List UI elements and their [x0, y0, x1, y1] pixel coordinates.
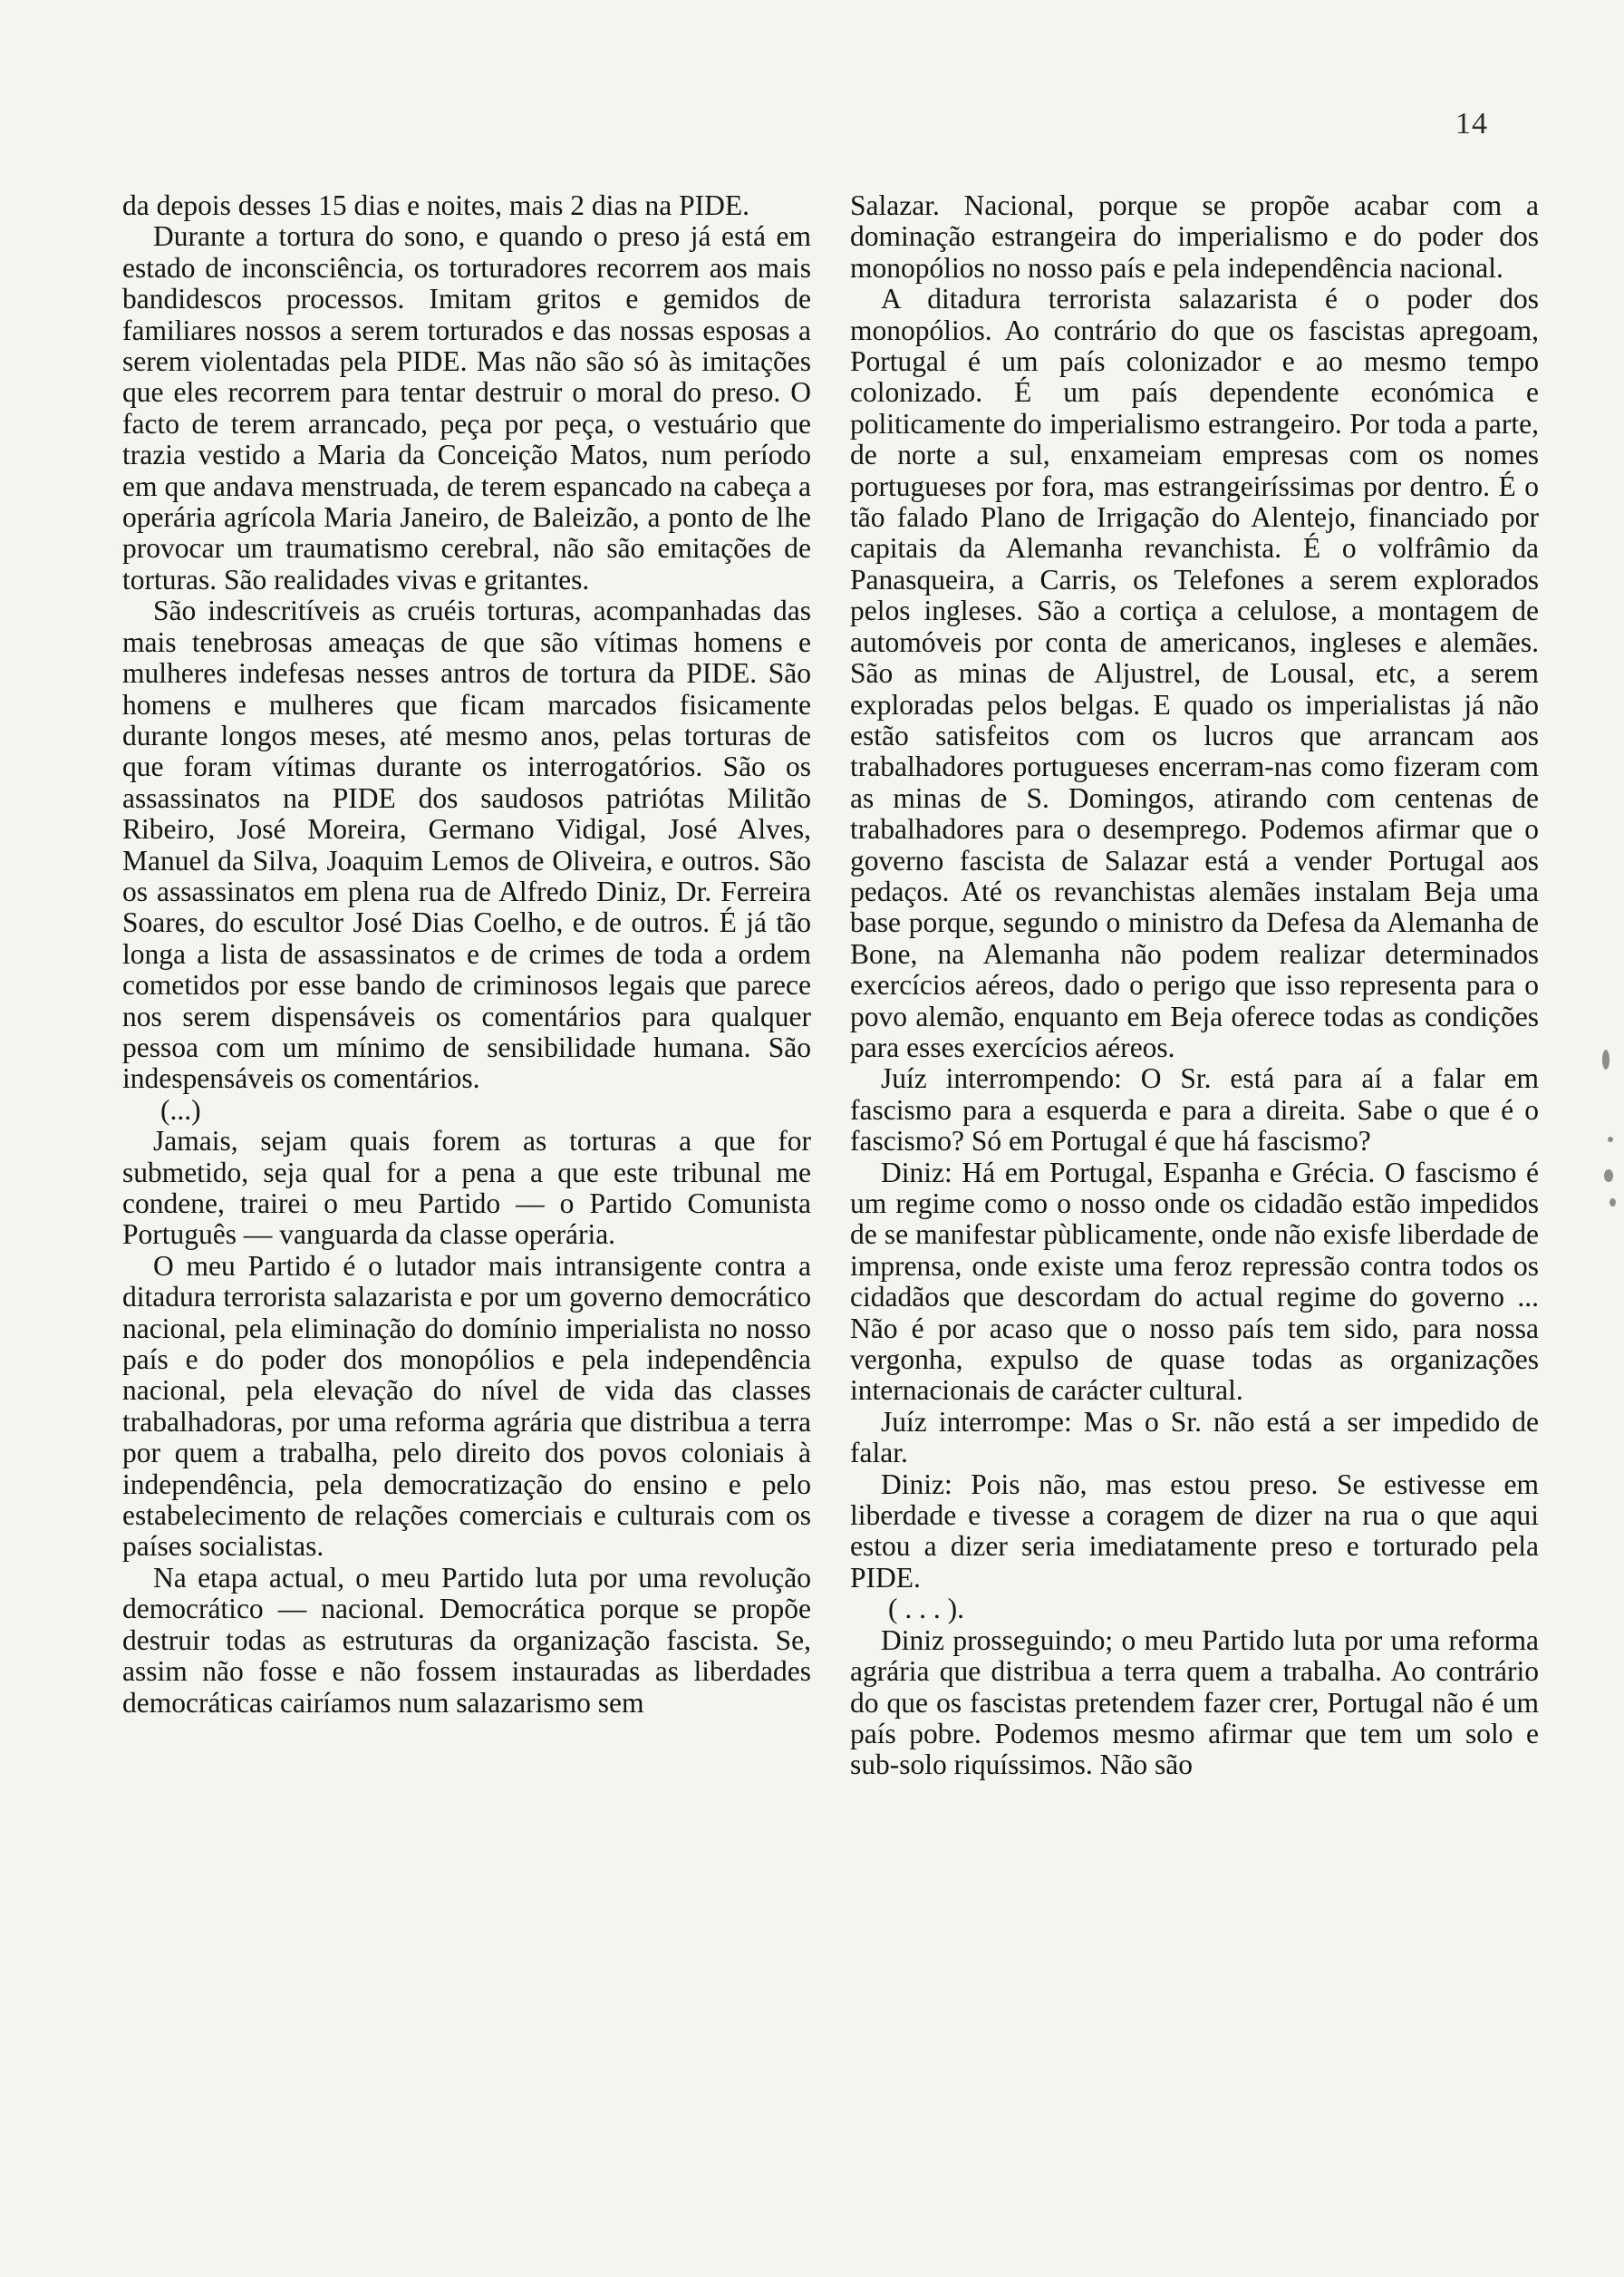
paragraph: Diniz: Há em Portugal, Espanha e Grécia. O fascismo é um regime como o nosso onde os cidadão estão impedidos de se manifestar pùblicamente, onde não exisfe liberdade de imprensa, onde existe uma feroz repressão contra todos os cidadãos que descordam do actual regime do governo ... Não é por acaso que o nosso país tem sido, para nossa vergonha, expulso de quase todas as organizações internacionais de carácter cultural.	[850, 1156, 1539, 1407]
paragraph: Juíz interrompendo: O Sr. está para aí a falar em fascismo para a esquerda e para a direita. Sabe o que é o fascismo? Só em Portugal é que há fascismo?	[850, 1062, 1539, 1158]
paragraph-ellipsis: (...)	[160, 1093, 201, 1126]
paragraph-ellipsis: ( . . . ).	[888, 1593, 964, 1625]
right-column	[850, 190, 1539, 1781]
paragraph: O meu Partido é o lutador mais intransigente contra a ditadura terrorista salazarista e por um governo democrático nacional, pela eliminação do domínio imperialista no nosso país e do poder dos monopólios e pela independência nacional, pela elevação do nível de vida das classes trabalhadoras, por uma reforma agrária que distribua a terra por quem a trabalha, pelo direito dos povos coloniais à independência, pela democratização do ensino e pelo estabelecimento de relações comerciais e culturais com os países socialistas.	[122, 1249, 811, 1563]
scan-speck	[1604, 1169, 1613, 1182]
paragraph: Juíz interrompe: Mas o Sr. não está a ser impedido de falar.	[850, 1405, 1539, 1469]
page-number: 14	[1455, 107, 1488, 140]
scan-speck	[1608, 1137, 1613, 1142]
scan-speck	[1602, 1050, 1610, 1070]
paragraph: da depois desses 15 dias e noites, mais 2 dias na PIDE.	[122, 189, 750, 221]
paragraph: Jamais, sejam quais forem as torturas a que for submetido, seja qual for a pena a que este tribunal me condene, trairei o meu Partido — o Partido Comunista Português — vanguarda da classe operária.	[122, 1125, 811, 1251]
paragraph: Durante a tortura do sono, e quando o preso já está em estado de inconsciência, os torturadores recorrem aos mais bandidescos processos. Imitam gritos e gemidos de familiares nossos a serem torturados e das nossas esposas a serem violentadas pela PIDE. Mas não são só às imitações que eles recorrem para tentar destruir o moral do preso. O facto de terem arrancado, peça por peça, o vestuário que trazia vestido a Maria da Conceição Matos, num período em que andava menstruada, de terem espancado na cabeça a operária agrícola Maria Janeiro, de Baleizão, a ponto de lhe provocar um traumatismo cerebral, não são emitações de torturas. São realidades vivas e gritantes.	[122, 220, 811, 596]
paragraph: A ditadura terrorista salazarista é o poder dos monopólios. Ao contrário do que os fascistas apregoam, Portugal é um país colonizador e ao mesmo tempo colonizado. É um país dependente económica e politicamente do imperialismo estrangeiro. Por toda a parte, de norte a sul, enxameiam empresas com os nomes portugueses por fora, mas estrangeiríssimas por dentro. É o tão falado Plano de Irrigação do Alentejo, financiado por capitais da Alemanha revanchista. É o volfrâmio da Panasqueira, a Carris, os Telefones a serem explorados pelos ingleses. São a cortiça a celulose, a montagem de automóveis por conta de americanos, ingleses e alemães. São as minas de Aljustrel, de Lousal, etc, a serem exploradas pelos belgas. E quado os imperialistas já não estão satisfeitos com os lucros que arrancam aos trabalhadores portugueses encerram-nas como fizeram com as minas de S. Domingos, atirando com centenas de trabalhadores para o desemprego. Podemos afirmar que o governo fascista de Salazar está a vender Portugal aos pedaços. Até os revanchistas alemães instalam Beja uma base porque, segundo o ministro da Defesa da Alemanha de Bone, na Alemanha não podem realizar determinados exercícios aéreos, dado o perigo que isso representa para o povo alemão, enquanto em Beja oferece todas as condições para esses exercícios aéreos.	[850, 283, 1539, 1063]
paragraph: Diniz prosseguindo; o meu Partido luta por uma reforma agrária que distribua a terra quem a trabalha. Ao contrário do que os fascistas pretendem fazer crer, Portugal não é um país pobre. Podemos mesmo afirmar que tem um solo e sub-solo riquíssimos. Não são	[850, 1623, 1539, 1781]
paragraph: São indescritíveis as cruéis torturas, acompanhadas das mais tenebrosas ameaças de que são vítimas homens e mulheres indefesas nesses antros de tortura da PIDE. São homens e mulheres que ficam marcados fisicamente durante longos meses, até mesmo anos, pelas torturas de que foram vítimas durante os interrogatórios. São os assassinatos na PIDE dos saudosos patriótas Militão Ribeiro, José Moreira, Germano Vidigal, José Alves, Manuel da Silva, Joaquim Lemos de Oliveira, e outros. São os assassinatos em plena rua de Alfredo Diniz, Dr. Ferreira Soares, do escultor José Dias Coelho, e de outros. É já tão longa a lista de assassinatos e de crimes de toda a ordem cometidos por esse bando de criminosos legais que parece nos serem dispensáveis os comentários para qualquer pessoa com um mínimo de sensibilidade humana. São indespensáveis os comentários.	[122, 595, 811, 1095]
paragraph: Na etapa actual, o meu Partido luta por uma revolução democrático — nacional. Democrática porque se propõe destruir todas as estruturas da organização fascista. Se, assim não fosse e não fossem instauradas as liberdades democráticas cairíamos num salazarismo sem	[122, 1561, 811, 1719]
scan-speck	[1610, 1198, 1616, 1206]
left-column	[122, 190, 811, 1719]
paragraph: Salazar. Nacional, porque se propõe acabar com a dominação estrangeira do imperialismo e do poder dos monopólios no nosso país e pela independência nacional.	[850, 189, 1539, 284]
paragraph: Diniz: Pois não, mas estou preso. Se estivesse em liberdade e tivesse a coragem de dizer na rua o que aqui estou a dizer seria imediatamente preso e torturado pela PIDE.	[850, 1468, 1539, 1594]
